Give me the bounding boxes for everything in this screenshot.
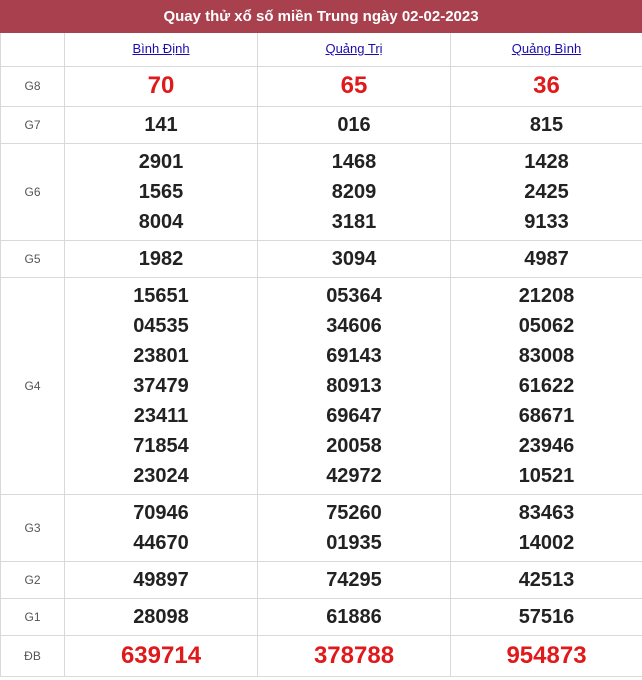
prize-number: 9133 (524, 210, 569, 233)
prize-cell (451, 494, 642, 561)
prize-number: 70946 (133, 501, 189, 524)
prize-cell (451, 66, 642, 106)
province-header-row (1, 33, 642, 66)
province-header-cell (65, 33, 258, 66)
prize-number: 21208 (518, 284, 575, 307)
prize-number: 28098 (133, 605, 189, 628)
special-prize-number: 954873 (506, 641, 587, 669)
prize-row (1, 494, 642, 561)
prize-number: 2901 (138, 150, 184, 173)
results-table (0, 33, 642, 677)
prize-cell (65, 277, 258, 494)
prize-cell (65, 66, 258, 106)
prize-number: 815 (529, 113, 564, 136)
prize-number: 1428 (524, 150, 569, 173)
prize-rows (1, 66, 642, 676)
prize-number: 44670 (133, 531, 189, 554)
prize-number: 71854 (133, 434, 189, 457)
prize-cell (451, 277, 642, 494)
prize-number: 80913 (326, 374, 382, 397)
prize-cell (65, 240, 258, 277)
prize-row (1, 106, 642, 143)
prize-number: 20058 (326, 434, 382, 457)
prize-number: 1468 (331, 150, 377, 173)
prize-cell (451, 598, 642, 635)
prize-number: 23411 (133, 404, 189, 427)
prize-number: 42972 (326, 464, 382, 487)
prize-number: 1565 (138, 180, 184, 203)
prize-number: 8209 (331, 180, 377, 203)
prize-number: 01935 (326, 531, 382, 554)
prize-label: G2 (1, 561, 65, 598)
prize-row (1, 66, 642, 106)
header-empty-cell (1, 33, 65, 66)
prize-number: 2425 (524, 180, 569, 203)
prize-cell (258, 561, 451, 598)
special-prize-number: 378788 (313, 641, 395, 669)
page-title: Quay thử xổ số miền Trung ngày 02-02-2023 (0, 0, 642, 33)
special-prize-number: 639714 (120, 641, 202, 669)
prize-number: 3181 (331, 210, 377, 233)
prize-label: G3 (1, 494, 65, 561)
prize-row (1, 277, 642, 494)
prize-number: 05364 (326, 284, 382, 307)
prize-number: 61886 (326, 605, 382, 628)
prize-cell (65, 494, 258, 561)
prize-label: G5 (1, 240, 65, 277)
province-link-binh-dinh[interactable]: Bình Định (132, 41, 190, 57)
prize-number: 4987 (524, 247, 569, 270)
prize-number: 75260 (326, 501, 382, 524)
prize-cell (258, 277, 451, 494)
prize-number: 141 (144, 113, 178, 136)
prize-cell (65, 106, 258, 143)
prize-label: G7 (1, 106, 65, 143)
province-link-quang-binh[interactable]: Quảng Bình (511, 41, 582, 57)
prize-number: 3094 (331, 247, 377, 270)
prize-number: 10521 (518, 464, 575, 487)
prize-number: 14002 (518, 531, 575, 554)
province-header-cell (451, 33, 642, 66)
prize-number: 74295 (326, 568, 382, 591)
prize-cell (451, 240, 642, 277)
prize-number: 04535 (133, 314, 189, 337)
prize-number: 69143 (326, 344, 382, 367)
prize-cell (451, 561, 642, 598)
prize-cell (65, 143, 258, 240)
prize-row (1, 635, 642, 676)
prize-number: 8004 (138, 210, 184, 233)
prize-number: 83463 (518, 501, 575, 524)
prize-cell (451, 143, 642, 240)
prize-number: 69647 (326, 404, 382, 427)
prize-number: 61622 (518, 374, 575, 397)
prize-row (1, 561, 642, 598)
prize-cell (258, 143, 451, 240)
prize-number: 36 (533, 72, 560, 99)
prize-cell (258, 598, 451, 635)
prize-number: 23946 (518, 434, 575, 457)
prize-number: 37479 (133, 374, 189, 397)
prize-row (1, 240, 642, 277)
prize-number: 70 (147, 72, 175, 99)
prize-cell (65, 561, 258, 598)
prize-cell (258, 494, 451, 561)
prize-label: G1 (1, 598, 65, 635)
prize-cell (65, 598, 258, 635)
prize-cell (65, 635, 258, 676)
prize-number: 83008 (518, 344, 575, 367)
prize-number: 42513 (518, 568, 575, 591)
prize-number: 65 (340, 72, 368, 99)
prize-cell (258, 66, 451, 106)
prize-number: 016 (337, 113, 371, 136)
prize-label: G4 (1, 277, 65, 494)
prize-cell (258, 106, 451, 143)
prize-number: 05062 (518, 314, 575, 337)
prize-number: 68671 (518, 404, 575, 427)
province-header-cell (258, 33, 451, 66)
prize-cell (258, 240, 451, 277)
prize-number: 23024 (133, 464, 189, 487)
prize-label: G8 (1, 66, 65, 106)
prize-label: ĐB (1, 635, 65, 676)
prize-cell (451, 635, 642, 676)
prize-number: 49897 (133, 568, 189, 591)
prize-number: 34606 (326, 314, 382, 337)
prize-number: 1982 (138, 247, 184, 270)
prize-number: 15651 (133, 284, 189, 307)
prize-row (1, 598, 642, 635)
prize-label: G6 (1, 143, 65, 240)
province-link-quang-tri[interactable]: Quảng Trị (325, 41, 383, 57)
prize-row (1, 143, 642, 240)
prize-cell (451, 106, 642, 143)
prize-cell (258, 635, 451, 676)
prize-number: 23801 (133, 344, 189, 367)
prize-number: 57516 (518, 605, 575, 628)
